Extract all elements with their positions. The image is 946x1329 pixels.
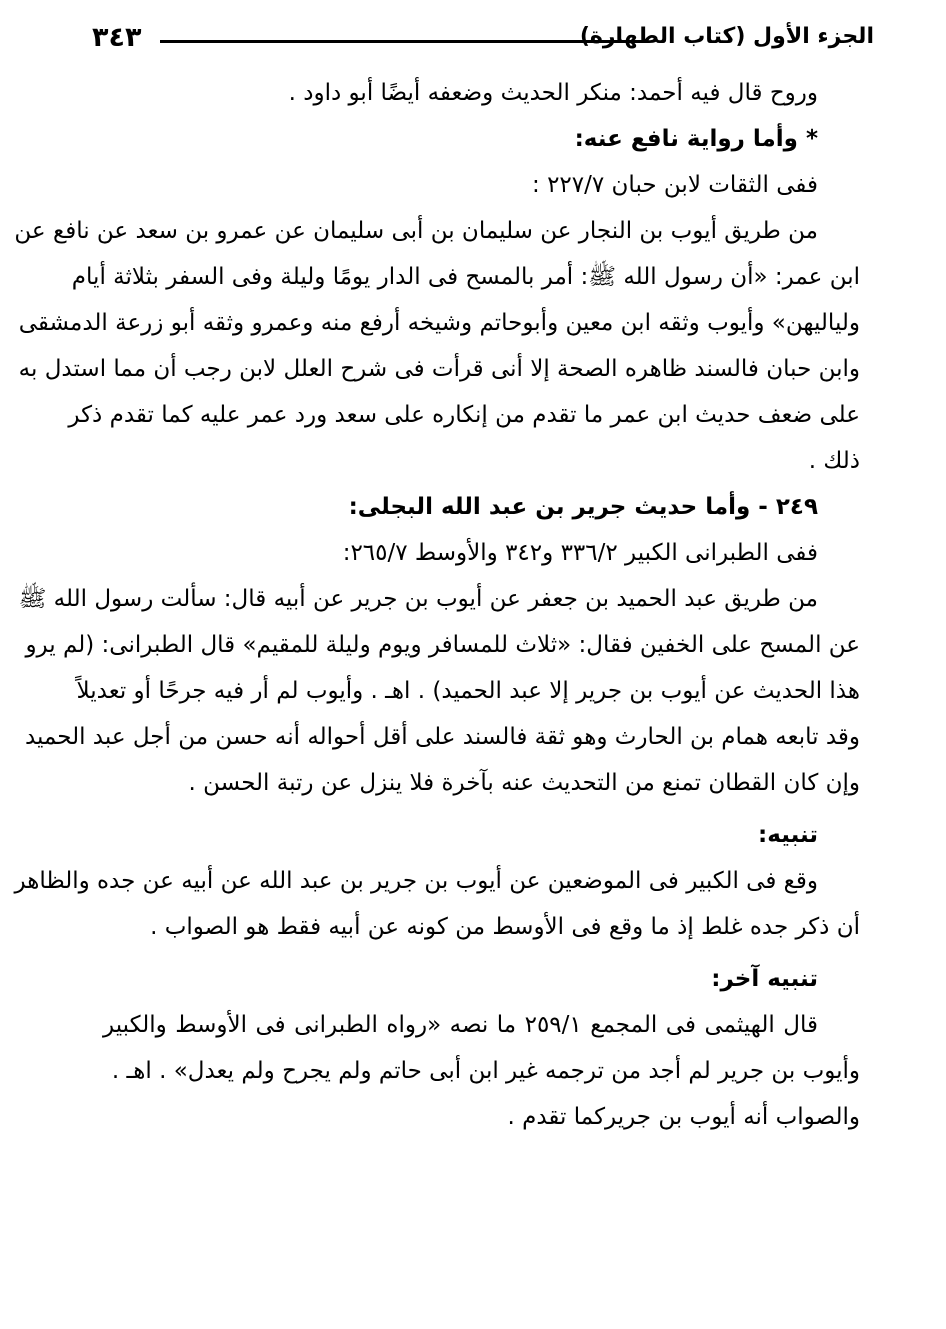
text-line: وقع فى الكبير فى الموضعين عن أيوب بن جرير بن عبد الله عن أبيه عن جده والظاهر [14,868,818,894]
body-text [14,70,860,1140]
section-heading: * وأما رواية نافع عنه: [574,126,818,152]
page-header [92,18,874,68]
text-line: ابن عمر: «أن رسول الله ﷺ: أمر بالمسح فى الدار يومًا وليلة وفى السفر بثلاثة أيام [71,264,860,290]
page-number: ٣٤٣ [92,22,142,53]
text-line: وقد تابعه همام بن الحارث وهو ثقة فالسند على أقل أحواله أنه حسن من أجل عبد الحميد [24,724,860,750]
text-line: وإن كان القطان تمنع من التحديث عنه بآخرة فلا ينزل عن رتبة الحسن . [188,770,860,796]
text-line: أن ذكر جده غلط إذ ما وقع فى الأوسط من كونه عن أبيه فقط هو الصواب . [150,914,860,940]
header-rule [160,40,646,43]
text-line: ولياليهن» وأيوب وثقه ابن معين وأبوحاتم وشيخه أرفع منه وعمرو وثقه أبو زرعة الدمشقى [18,310,860,336]
running-title: الجزء الأول (كتاب الطهارة) [579,24,874,49]
note-heading: تنبيه آخر: [711,966,818,992]
text-line: من طريق أيوب بن النجار عن سليمان بن أبى سليمان عن عمرو بن سعد عن نافع عن [14,218,818,244]
text-line: والصواب أنه أيوب بن جريركما تقدم . [507,1104,860,1130]
text-line: وابن حبان فالسند ظاهره الصحة إلا أنى قرأت فى شرح العلل لابن رجب أن مما استدل به [18,356,860,382]
hadith-heading: ٢٤٩ - وأما حديث جرير بن عبد الله البجلى: [348,494,818,520]
text-line: على ضعف حديث ابن عمر ما تقدم من إنكاره على سعد ورد عمر عليه كما تقدم ذكر [68,402,860,428]
text-line: ذلك . [808,448,860,474]
text-line: وأيوب بن جرير لم أجد من ترجمه غير ابن أبى حاتم ولم يجرح ولم يعدل» . اهـ . [111,1058,860,1084]
text-line: ففى الطبرانى الكبير ٣٣٦/٢ و٣٤٢ والأوسط ٢٦٥/٧: [342,540,818,566]
text-line: ففى الثقات لابن حبان ٢٢٧/٧ : [532,172,818,198]
text-line: عن المسح على الخفين فقال: «ثلاث للمسافر ويوم وليلة للمقيم» قال الطبرانى: (لم يرو [25,632,860,658]
text-line: من طريق عبد الحميد بن جعفر عن أيوب بن جرير عن أبيه قال: سألت رسول الله ﷺ [18,586,818,612]
note-heading: تنبيه: [758,822,818,848]
text-line: هذا الحديث عن أيوب بن جرير إلا عبد الحميد) . اهـ . وأيوب لم أر فيه جرحًا أو تعديلاً [76,678,860,704]
text-line: وروح قال فيه أحمد: منكر الحديث وضعفه أيضًا أبو داود . [288,80,818,106]
text-line: قال الهيثمى فى المجمع ٢٥٩/١ ما نصه «رواه الطبرانى فى الأوسط والكبير [103,1012,818,1038]
